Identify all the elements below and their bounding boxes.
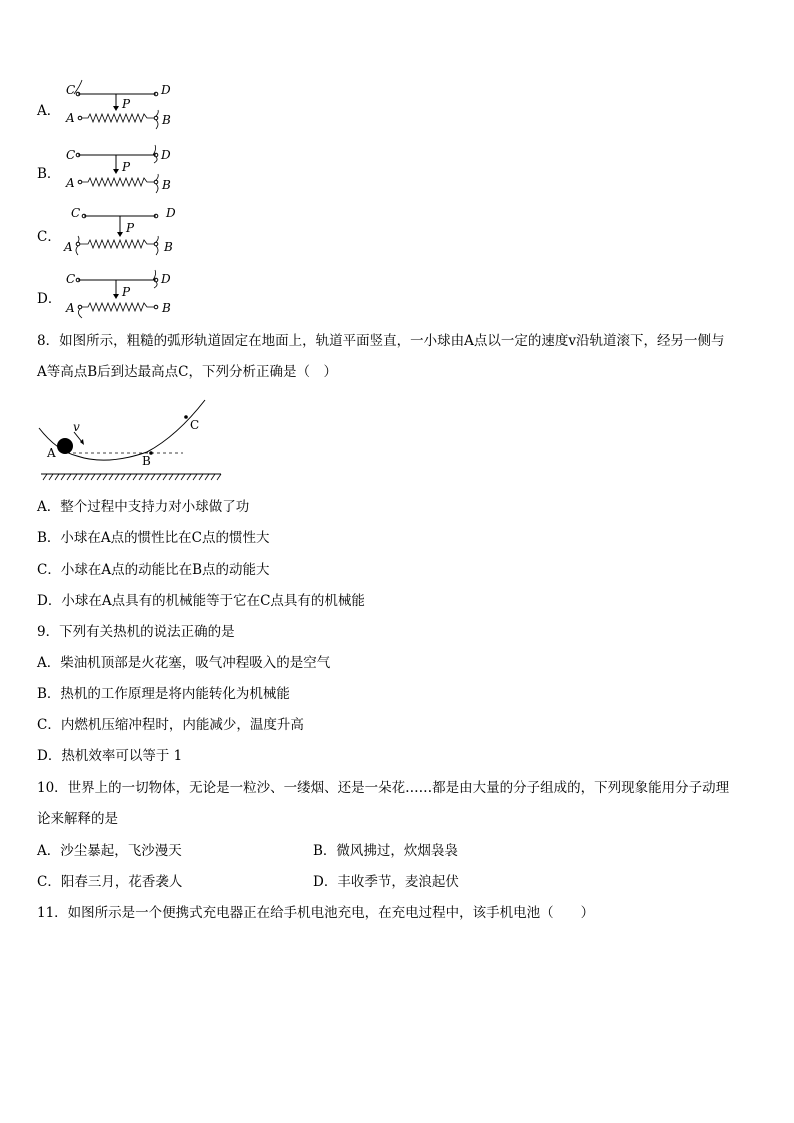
label-b: B — [162, 178, 171, 192]
label-d: D — [161, 148, 171, 162]
label-a: A — [64, 240, 73, 254]
q9-option-c: C．内燃机压缩冲程时，内能减少，温度升高 — [37, 717, 304, 733]
q10-stem-line2: 论来解释的是 — [37, 811, 118, 827]
label-a: A — [66, 111, 75, 125]
q10-option-c: C．阳春三月，花香袭人 — [37, 874, 183, 890]
q9-stem: 9．下列有关热机的说法正确的是 — [37, 624, 235, 640]
slide-rheostat-diagram — [60, 268, 190, 320]
label-b: B — [162, 113, 171, 127]
label-c: C — [66, 83, 76, 97]
q9-option-d: D．热机效率可以等于 1 — [37, 748, 183, 764]
label-b: B — [162, 301, 171, 315]
q10-option-d: D．丰收季节，麦浪起伏 — [313, 874, 459, 890]
slide-rheostat-diagram — [60, 143, 190, 193]
label-b: B — [142, 454, 151, 468]
option-label: D． — [37, 291, 62, 307]
q10-option-b: B．微风拂过，炊烟袅袅 — [313, 843, 458, 859]
label-d: D — [161, 272, 171, 286]
label-p: P — [122, 285, 131, 299]
label-c: C — [71, 206, 81, 220]
q11-stem: 11．如图所示是一个便携式充电器正在给手机电池充电，在充电过程中，该手机电池（ ） — [37, 905, 595, 921]
option-label: A． — [37, 103, 61, 119]
q8-option-b: B．小球在A点的惯性比在C点的惯性大 — [37, 530, 270, 546]
label-p: P — [122, 160, 131, 174]
q9-option-b: B．热机的工作原理是将内能转化为机械能 — [37, 686, 290, 702]
label-a: A — [47, 446, 56, 460]
q8-arc-track-figure — [37, 396, 227, 486]
label-d: D — [161, 83, 171, 97]
option-label: C． — [37, 229, 61, 245]
q8-stem-line2: A等高点B后到达最高点C，下列分析正确是（ ） — [37, 364, 337, 380]
q10-stem-line1: 10．世界上的一切物体，无论是一粒沙、一缕烟、还是一朵花……都是由大量的分子组成的，下列现象能用分子动理 — [37, 780, 730, 796]
option-label: B． — [37, 166, 61, 182]
q8-option-a: A．整个过程中支持力对小球做了功 — [37, 499, 250, 515]
q9-option-a: A．柴油机顶部是火花塞，吸气冲程吸入的是空气 — [37, 655, 331, 671]
q10-option-a: A．沙尘暴起，飞沙漫天 — [37, 843, 182, 859]
label-b: B — [164, 240, 173, 254]
label-p: P — [126, 221, 135, 235]
label-a: A — [66, 176, 75, 190]
slide-rheostat-diagram — [60, 205, 190, 255]
q8-option-c: C．小球在A点的动能比在B点的动能大 — [37, 562, 270, 578]
label-v: v — [73, 420, 80, 434]
slide-rheostat-diagram — [60, 80, 190, 130]
q8-stem-line1: 8．如图所示，粗糙的弧形轨道固定在地面上，轨道平面竖直，一小球由A点以一定的速度v沿轨道滚下，经另一侧与 — [37, 333, 725, 349]
label-a: A — [66, 301, 75, 315]
label-c: C — [66, 272, 76, 286]
label-p: P — [122, 97, 131, 111]
q8-option-d: D．小球在A点具有的机械能等于它在C点具有的机械能 — [37, 593, 365, 609]
label-c: C — [190, 418, 200, 432]
label-d: D — [166, 206, 176, 220]
label-c: C — [66, 148, 76, 162]
